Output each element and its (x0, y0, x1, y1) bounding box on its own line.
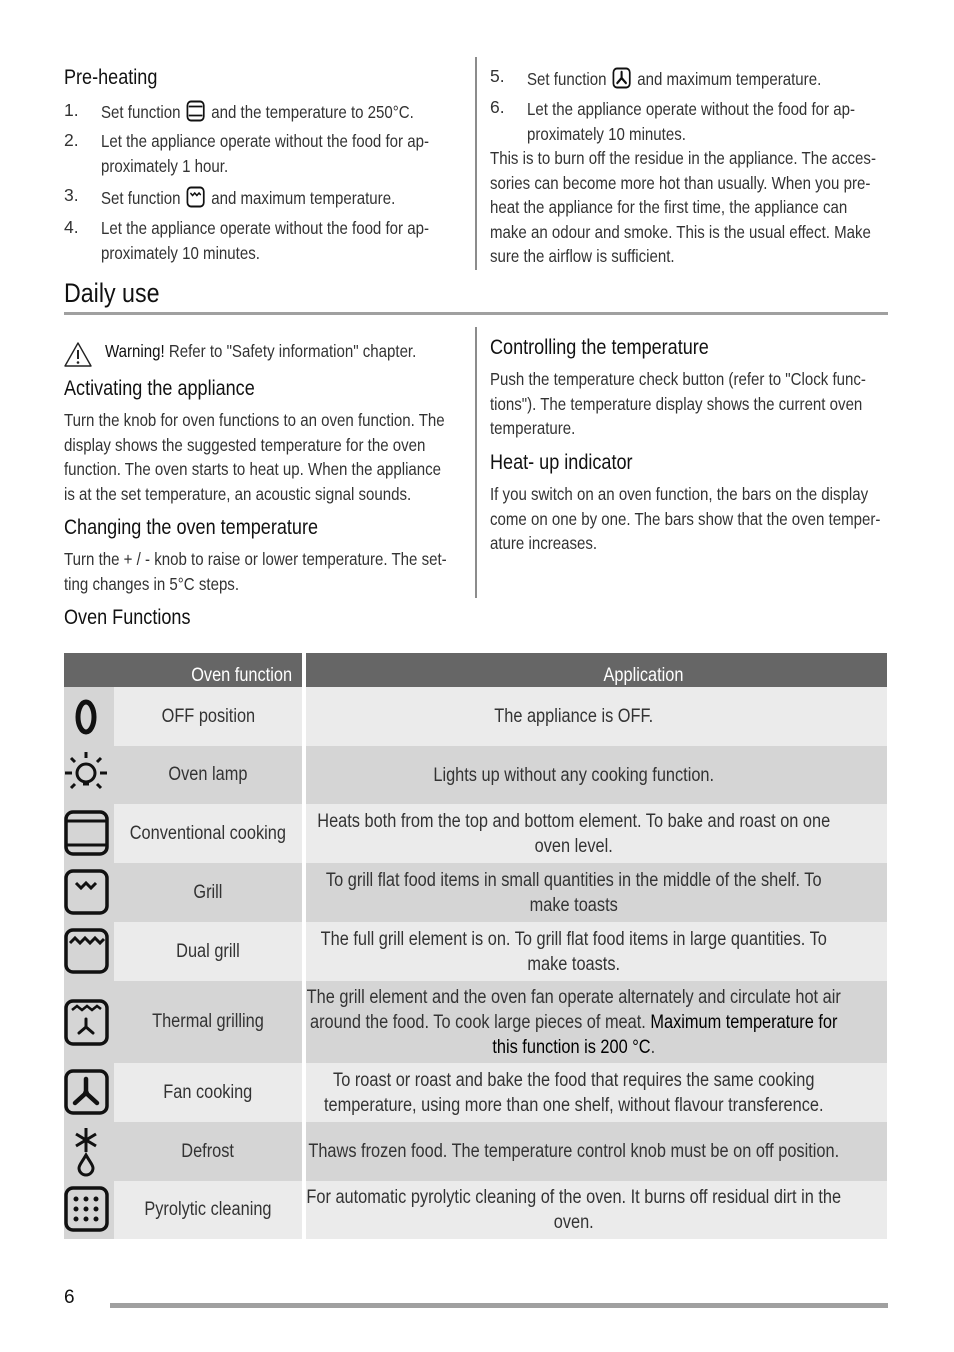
footer-rule (110, 1303, 888, 1308)
application-emphasis: Maximum temperature for this function is 200 °C (491, 1011, 837, 1058)
table-row (64, 746, 887, 804)
table-row (64, 1122, 887, 1181)
dual-grill-icon (64, 922, 114, 981)
fan-cooking-icon (612, 67, 631, 89)
step-number: 4. (64, 217, 79, 237)
heatup-text: If you switch on an oven function, the bars on the display come on one by one. The bars show that the oven temper- ature increases. (490, 484, 881, 553)
defrost-icon (64, 1122, 114, 1181)
function-application: For automatic pyrolytic cleaning of the oven. It burns off residual dirt in the oven. (305, 1187, 841, 1233)
section-rule (64, 312, 888, 315)
function-application: Heats both from the top and bottom element. To bake and roast on one oven level. (316, 810, 830, 857)
function-name: Defrost (181, 1140, 235, 1162)
oven-lamp-icon (64, 746, 114, 804)
function-application: Lights up without any cooking function. (432, 764, 714, 786)
pyrolytic-cleaning-icon (64, 1181, 114, 1239)
table-header-application: Application (306, 653, 887, 687)
preheating-title: Pre-heating (64, 66, 158, 89)
changing-title: Changing the oven temperature (64, 516, 319, 539)
step-number: 5. (490, 66, 505, 86)
function-name: Conventional cooking (129, 822, 287, 844)
warning-icon (63, 341, 93, 368)
controlling-text: Push the temperature check button (refer to "Clock func- tions"). The temperature display shows the current oven temperature. (490, 369, 866, 438)
step-6: Let the appliance operate without the food for ap- proximately 10 minutes. (527, 99, 855, 144)
table-row (64, 981, 887, 1063)
function-application: To roast or roast and bake the food that requires the same cooking temperature, using more than one shelf, without flavour transference. (323, 1069, 824, 1116)
step-number: 1. (64, 100, 79, 120)
step-3: Set function and maximum temperature. (101, 188, 396, 208)
function-application: The appliance is OFF. (493, 706, 653, 727)
thermal-grilling-icon (64, 981, 114, 1063)
grill-icon (186, 186, 205, 208)
function-name: Thermal grilling (152, 1011, 264, 1032)
function-application: Thaws frozen food. The temperature control knob must be on off position. (307, 1141, 839, 1162)
table-row (64, 687, 887, 746)
changing-text: Turn the + / - knob to raise or lower temperature. The set- ting changes in 5°C steps. (64, 549, 447, 594)
preheating-note: This is to burn off the residue in the appliance. The acces- sories can become more hot than usually. When you pre- heat the appliance for the first time, the appliance can make an odour and smoke. This is the usual effect. Make sure the airflow is sufficient. (490, 148, 876, 266)
activating-title: Activating the appliance (64, 377, 255, 400)
step-2: Let the appliance operate without the food for ap- proximately 1 hour. (101, 131, 429, 176)
step-4: Let the appliance operate without the food for ap- proximately 10 minutes. (101, 218, 429, 263)
warning-note: Warning! Refer to "Safety information" chapter. (105, 341, 417, 361)
step-number: 3. (64, 185, 79, 205)
function-name: Dual grill (176, 940, 240, 962)
step-number: 6. (490, 97, 505, 117)
activating-text: Turn the knob for oven functions to an oven function. The display shows the suggested temperature for the oven function. The oven starts to heat up. When the appliance is at the set temperature, an acoustic signal sounds. (64, 410, 445, 504)
table-header-function: Oven function (64, 653, 302, 687)
table-row (64, 1181, 887, 1239)
step-number: 2. (64, 130, 79, 150)
step-5: Set function and maximum temperature. (527, 69, 822, 89)
function-name: Grill (193, 881, 223, 903)
controlling-title: Controlling the temperature (490, 336, 709, 359)
function-name: Pyrolytic cleaning (144, 1199, 272, 1220)
column-divider (475, 57, 477, 270)
table-row (64, 863, 887, 922)
function-application: To grill flat food items in small quantities in the middle of the shelf. To make toasts (325, 869, 822, 916)
off-position-icon (64, 687, 114, 746)
function-application: The full grill element is on. To grill flat food items in large quantities. To make toasts. (320, 928, 827, 975)
daily-use-title: Daily use (64, 278, 160, 308)
table-row (64, 804, 887, 863)
function-name: Fan cooking (163, 1081, 253, 1103)
warning-label: Warning! (105, 341, 165, 361)
conventional-cooking-icon (186, 100, 205, 122)
heatup-title: Heat- up indicator (490, 451, 633, 474)
table-row (64, 1063, 887, 1122)
function-name: Oven lamp (168, 764, 248, 785)
oven-functions-title: Oven Functions (64, 606, 191, 629)
fan-cooking-icon (64, 1063, 114, 1122)
conventional-cooking-icon (64, 804, 114, 863)
function-application: The grill element and the oven fan operate alternately and circulate hot air around the food. To cook large pieces of meat. Maximum temperature for this function is 200 °C. (306, 986, 841, 1058)
table-row (64, 922, 887, 981)
page-number: 6 (64, 1287, 75, 1308)
column-divider (475, 327, 477, 598)
step-1: Set function and the temperature to 250°C. (101, 102, 414, 122)
grill-icon (64, 863, 114, 922)
function-name: OFF position (161, 705, 255, 727)
